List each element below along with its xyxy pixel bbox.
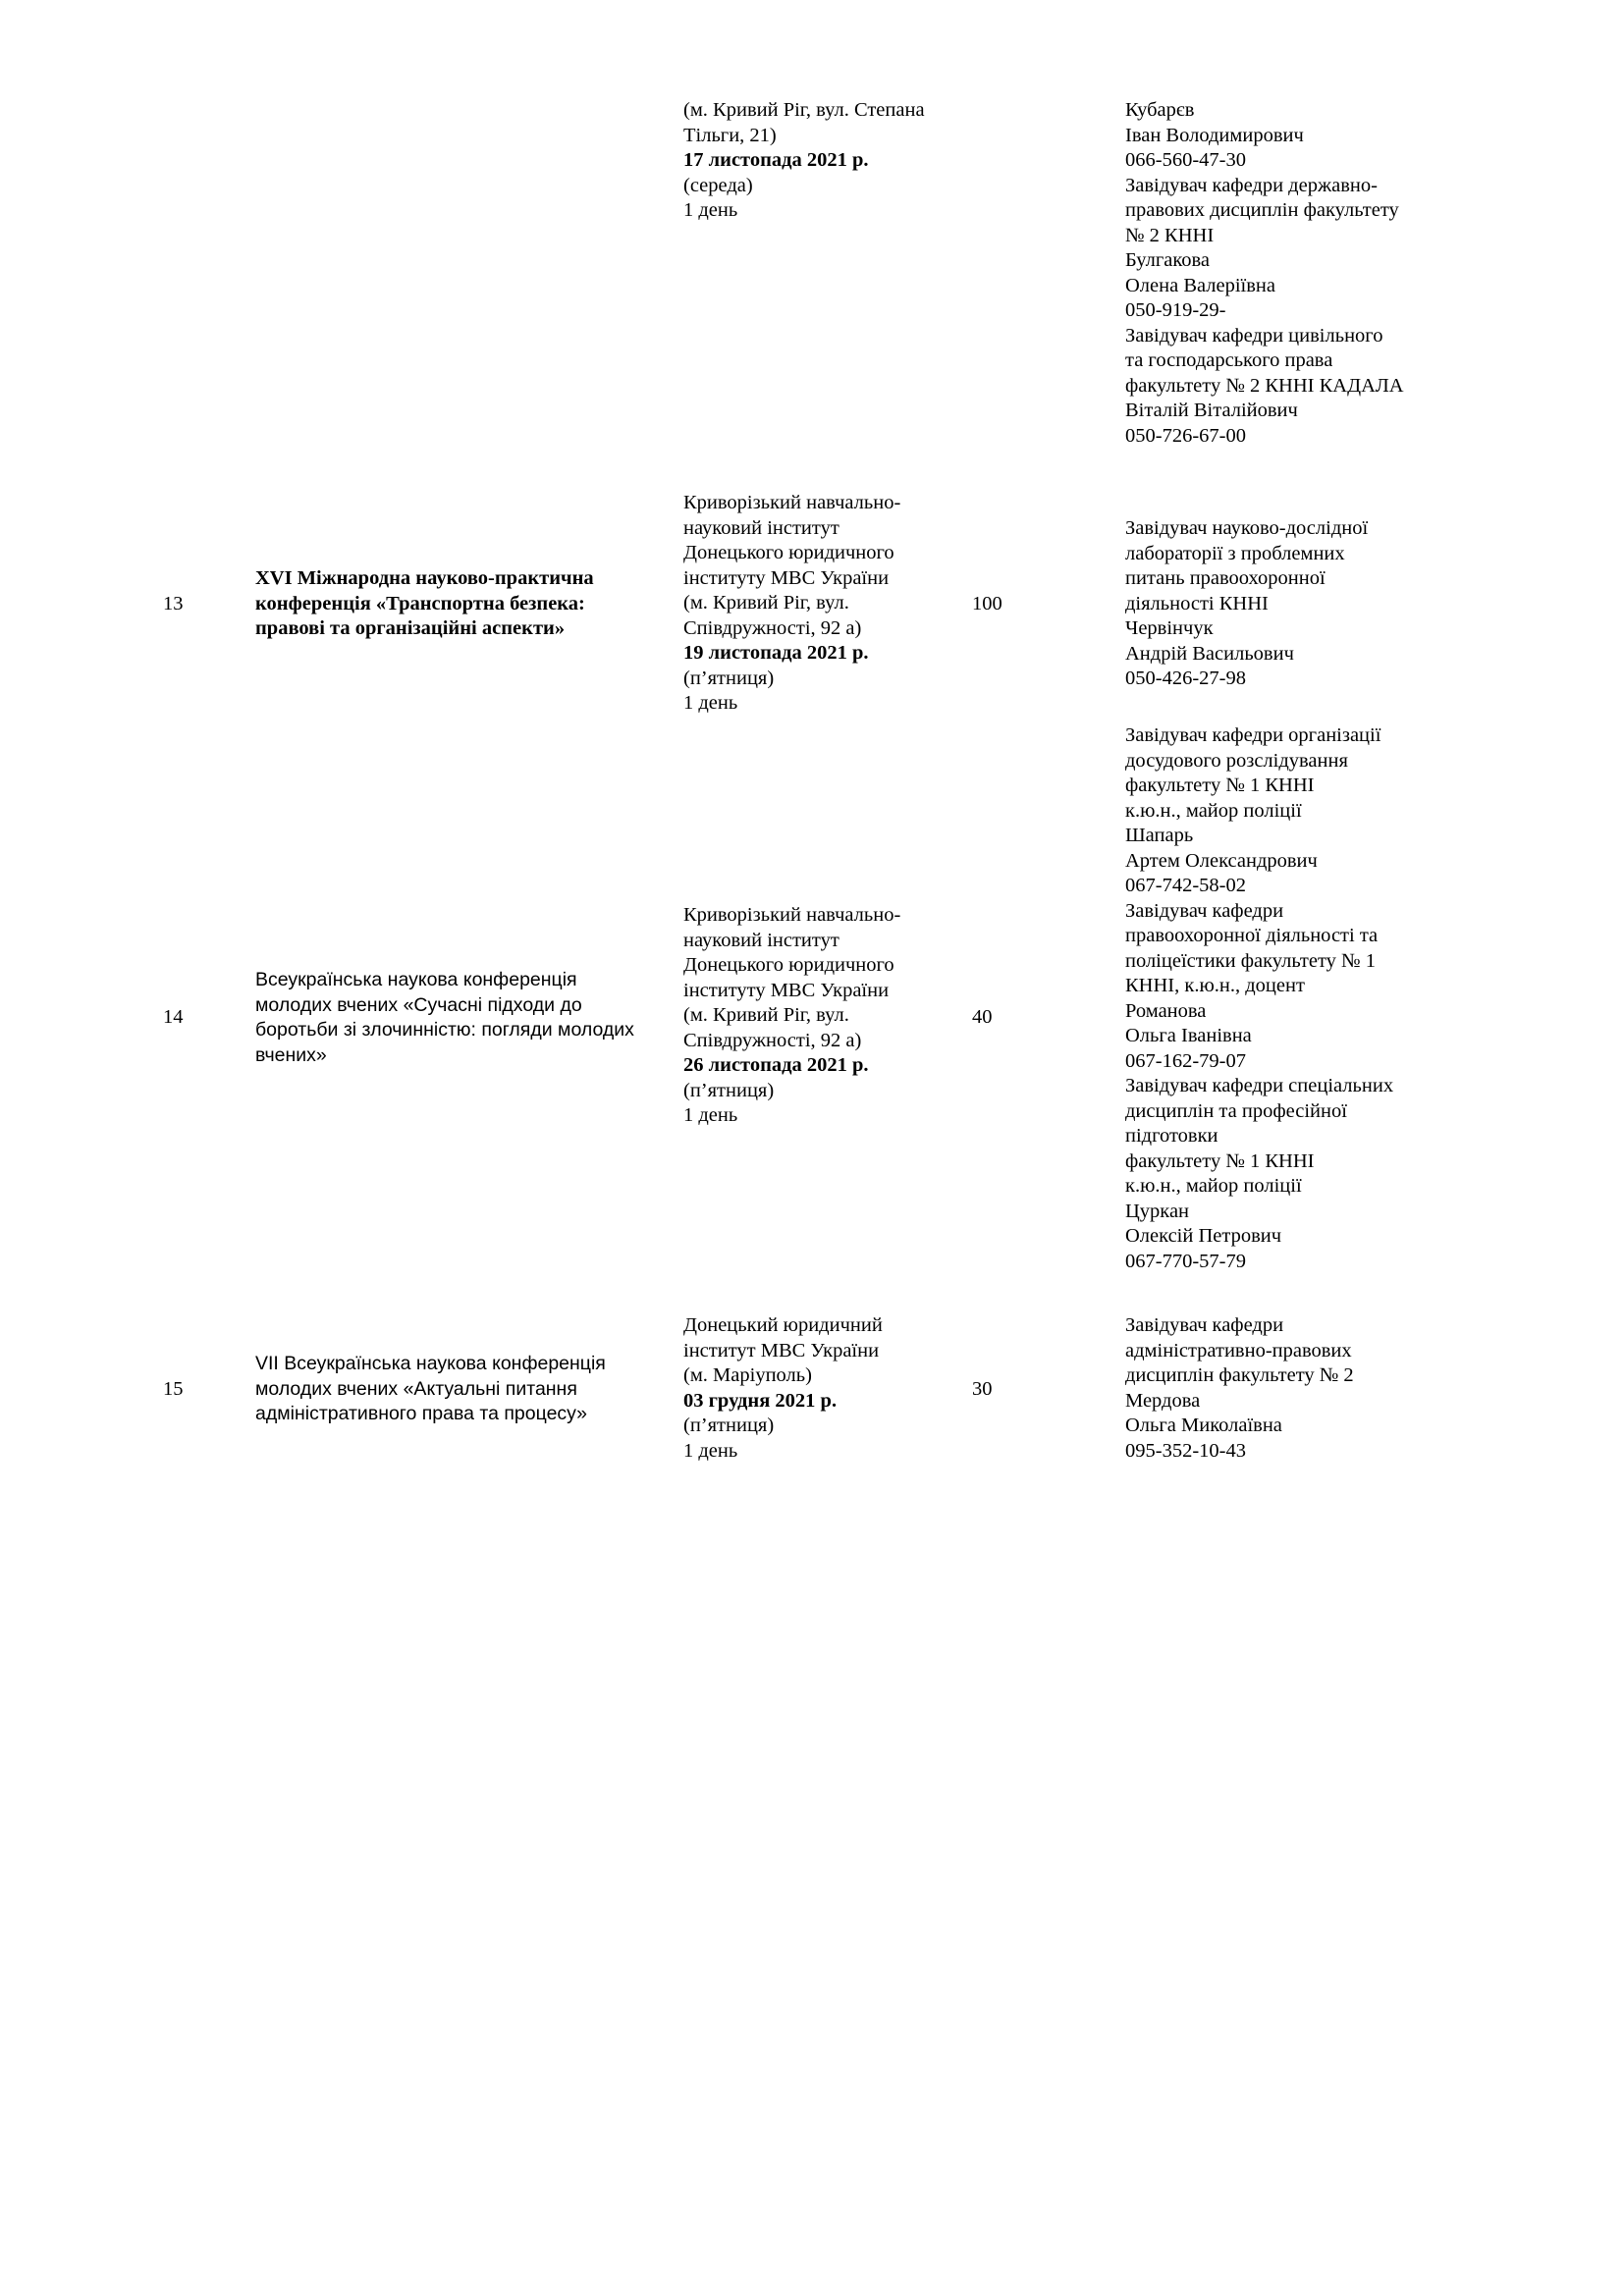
venue-cell [683,491,968,717]
title-line: правові та організаційні аспекти» [255,617,566,639]
venue-line: інституту МВС України [683,979,890,1001]
contact-line: Завідувач науково-дослідної [1125,517,1369,539]
contact-line: поліцеїстики факультету № 1 [1125,949,1376,972]
venue-line: Донецького юридичного [683,954,894,976]
title-line: молодих вчених «Сучасні підходи до [255,993,582,1016]
contact-line: Кубарєв [1125,99,1195,121]
contacts-cell [1125,516,1449,692]
title-line: молодих вчених «Актуальні питання [255,1377,577,1400]
contacts-cell [1125,1313,1449,1464]
venue-line: інститут МВС України [683,1339,880,1362]
venue-line: Тільги, 21) [683,124,777,146]
venue-line: Співдружності, 92 а) [683,616,862,639]
contact-line: № 2 КННІ [1125,224,1215,246]
venue-line: (м. Кривий Ріг, вул. [683,592,849,614]
contact-line: Завідувач кафедри [1125,899,1284,922]
contact-line: 067-770-57-79 [1125,1250,1246,1272]
venue-line: Співдружності, 92 а) [683,1029,862,1051]
venue-line: Криворізький навчально- [683,492,901,513]
contact-line: 050-426-27-98 [1125,667,1246,689]
contact-line: 067-742-58-02 [1125,875,1246,896]
contact-line: адміністративно-правових [1125,1339,1352,1362]
prev-contacts-cell [1125,98,1449,449]
title-line: адміністративного права та процесу» [255,1403,587,1424]
contact-line: Шапарь [1125,825,1194,846]
event-title-cell [255,968,668,1068]
contact-line: дисциплін та професійної [1125,1099,1347,1122]
contact-line: к.ю.н., майор поліції [1125,1175,1302,1197]
contact-line: 067-162-79-07 [1125,1049,1246,1072]
title-line: боротьби зі злочинністю: погляди молодих [255,1019,634,1041]
contacts-cell [1125,723,1449,1274]
event-duration: 1 день [683,1104,738,1126]
contact-line: Цуркан [1125,1200,1190,1222]
event-duration: 1 день [683,199,738,221]
contact-line: Червінчук [1125,617,1214,639]
contact-line: досудового розслідування [1125,749,1348,772]
contact-line: факультету № 1 КННІ [1125,774,1315,796]
contact-line: та господарського права [1125,349,1333,371]
contact-line: к.ю.н., майор поліції [1125,799,1302,822]
participant-count: 40 [972,1006,993,1028]
contact-line: 095-352-10-43 [1125,1439,1246,1462]
venue-cell [683,1313,968,1464]
event-date: 03 грудня 2021 р. [683,1389,838,1412]
contact-line: 066-560-47-30 [1125,149,1246,171]
contact-line: факультету № 1 КННІ [1125,1149,1315,1172]
venue-line: науковий інститут [683,929,839,951]
contact-line: діяльності КННІ [1125,592,1269,614]
contact-line: правових дисциплін факультету [1125,199,1399,221]
venue-line: (м. Кривий Ріг, вул. [683,1004,849,1026]
event-date: 17 листопада 2021 р. [683,149,869,171]
row-number: 14 [163,1006,184,1028]
contact-line: факультету № 2 КННІ КАДАЛА [1125,374,1404,397]
event-date: 19 листопада 2021 р. [683,642,869,664]
title-line: Всеукраїнська наукова конференція [255,969,577,990]
event-weekday: (п’ятниця) [683,667,775,689]
participant-count: 100 [972,593,1002,614]
contact-line: КННІ, к.ю.н., доцент [1125,975,1305,996]
contact-line: Ольга Миколаївна [1125,1415,1282,1436]
contact-line: Завідувач кафедри [1125,1314,1284,1336]
contact-line: Романова [1125,999,1207,1022]
contact-line: 050-919-29- [1125,299,1226,321]
title-line: конференція «Транспортна безпека: [255,592,585,614]
title-line: XVI Міжнародна науково-практична [255,567,594,589]
contact-line: Олексій Петрович [1125,1225,1282,1247]
prev-venue-cell [683,98,968,224]
contact-line: Булгакова [1125,249,1211,271]
venue-line: інституту МВС України [683,566,890,589]
contact-line: Віталій Віталійович [1125,400,1298,421]
contact-line: Ольга Іванівна [1125,1025,1252,1046]
contact-line: правоохоронної діяльності та [1125,925,1379,946]
contact-line: Мердова [1125,1389,1201,1412]
contact-line: Андрій Васильович [1125,642,1294,665]
contact-line: Завідувач кафедри організації [1125,724,1381,746]
event-weekday: (п’ятниця) [683,1079,775,1101]
event-weekday: (п’ятниця) [683,1415,775,1436]
venue-line: (м. Кривий Ріг, вул. Степана [683,99,925,121]
event-title-cell [255,1352,668,1427]
title-line: VII Всеукраїнська наукова конференція [255,1353,606,1374]
venue-line: (м. Маріуполь) [683,1364,812,1386]
venue-line: науковий інститут [683,516,839,539]
contact-line: підготовки [1125,1125,1218,1147]
event-duration: 1 день [683,692,738,714]
contact-line: лабораторії з проблемних [1125,542,1345,564]
event-weekday: (середа) [683,174,753,196]
contact-line: Завідувач кафедри цивільного [1125,324,1383,347]
participant-count: 30 [972,1378,993,1400]
venue-line: Криворізький навчально- [683,904,901,926]
venue-line: Донецький юридичний [683,1314,883,1336]
row-number: 15 [163,1378,184,1400]
contact-line: Артем Олександрович [1125,849,1318,872]
contact-line: дисциплін факультету № 2 [1125,1364,1354,1386]
venue-cell [683,903,968,1129]
contact-line: питань правоохоронної [1125,567,1326,589]
event-duration: 1 день [683,1439,738,1462]
contact-line: 050-726-67-00 [1125,424,1246,447]
venue-line: Донецького юридичного [683,542,894,563]
title-line: вчених» [255,1043,327,1066]
event-date: 26 листопада 2021 р. [683,1054,869,1076]
contact-line: Іван Володимирович [1125,124,1304,146]
contact-line: Завідувач кафедри спеціальних [1125,1075,1394,1096]
event-title-cell [255,566,668,642]
row-number: 13 [163,593,184,614]
contact-line: Олена Валеріївна [1125,274,1275,296]
contact-line: Завідувач кафедри державно- [1125,174,1378,196]
